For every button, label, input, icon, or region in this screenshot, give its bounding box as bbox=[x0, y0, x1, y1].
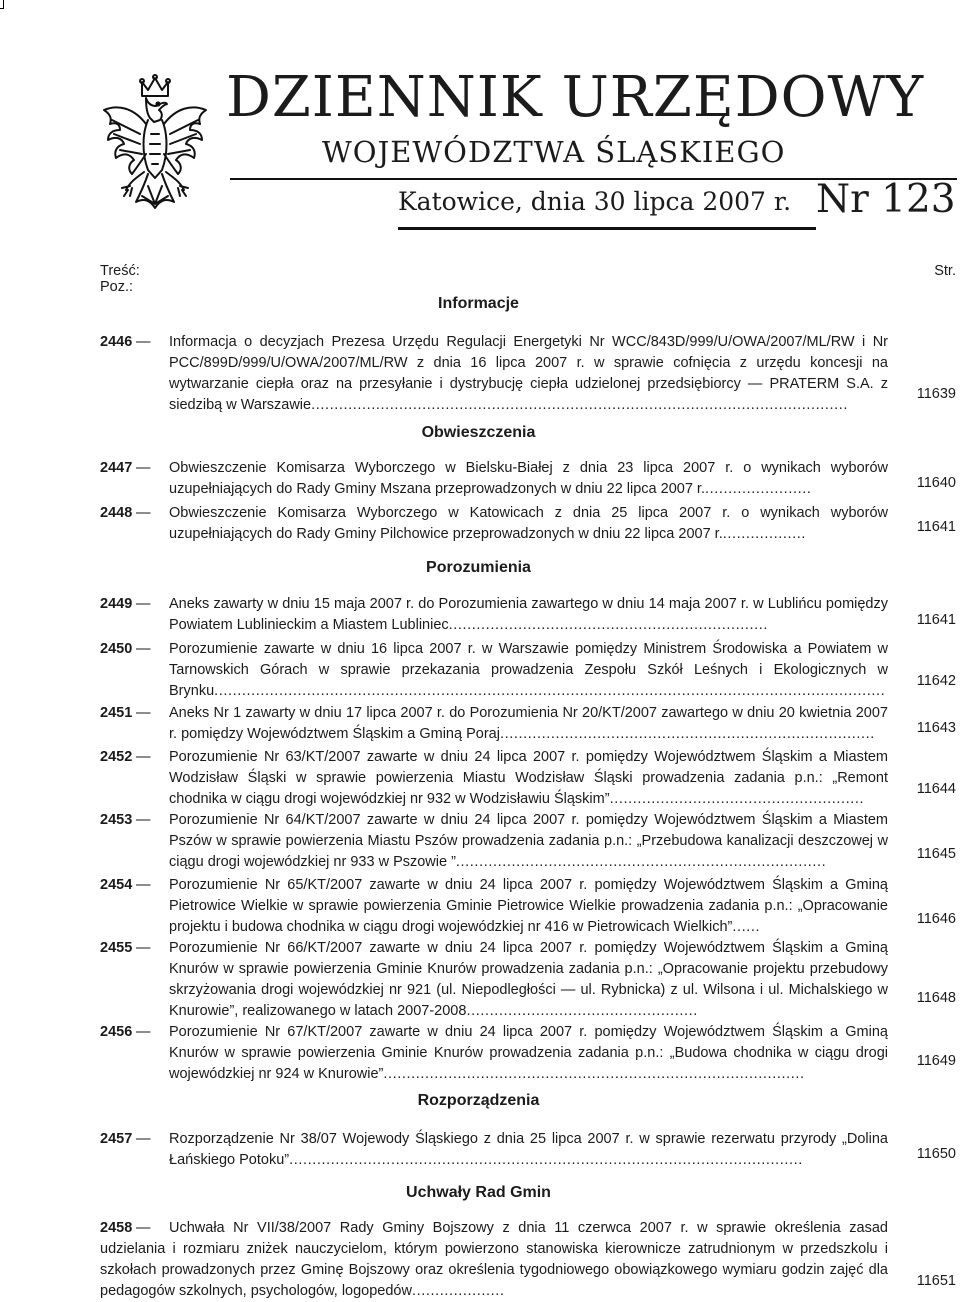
entry-number: 2452 bbox=[100, 749, 133, 765]
entry-number: 2457 bbox=[100, 1131, 133, 1147]
journal-title: DZIENNIK URZĘDOWY bbox=[226, 65, 925, 130]
section-heading: Rozporządzenia bbox=[417, 1092, 540, 1109]
entry-number: 2453 bbox=[100, 812, 133, 828]
entry-dash: — bbox=[136, 705, 151, 721]
entry-dash: — bbox=[136, 1220, 151, 1236]
entry-number: 2446 bbox=[100, 334, 133, 350]
section-heading: Uchwały Rad Gmin bbox=[406, 1184, 551, 1201]
entry-page: 11641 bbox=[916, 612, 956, 628]
entry-title: Porozumienie Nr 63/KT/2007 zawarte w dniu 24 lipca 2007 r. pomiędzy Województwem Śląskim a Miastem Wodzisław Śląski w sprawie powierzenia Miastu Wodzisław Śląski prowadzenia zadania p.n.: „Remont chodnika w ciągu drogi wojewódzkiej nr 932 w Wodzisławiu Śląskim”....................................................... bbox=[169, 749, 888, 807]
entry-title: Porozumienie Nr 65/KT/2007 zawarte w dniu 24 lipca 2007 r. pomiędzy Województwem Śląskim a Gminą Pietrowice Wielkie w sprawie powierzenia Gminie Pietrowice Wielkie prowadzenia zadania p.n.: „Opracowanie projektu i budowa chodnika w ciągu drogi wojewódzkiej nr 416 w Pietrowicach Wielkich”...... bbox=[169, 877, 888, 935]
entry-dash: — bbox=[136, 641, 151, 657]
page-label: Str. bbox=[934, 263, 956, 279]
entry-page: 11642 bbox=[916, 673, 956, 689]
entry-number: 2451 bbox=[100, 705, 133, 721]
entry-dash: — bbox=[136, 460, 151, 476]
entry-title: Porozumienie Nr 66/KT/2007 zawarte w dniu 24 lipca 2007 r. pomiędzy Województwem Śląskim a Gminą Knurów w sprawie powierzenia Gminie Knurów prowadzenia zadania p.n.: „Opracowanie projektu przebudowy skrzyżowania drogi wojewódzkiej nr 921 (ul. Niepodległości — ul. Rybnicka) z ul. Wilsona i ul. Michalskiego w Knurowie”, realizowanego w latach 2007-2008.................................................. bbox=[169, 940, 888, 1019]
entry-page: 11639 bbox=[916, 386, 956, 402]
entry-title: Porozumienie Nr 64/KT/2007 zawarte w dniu 24 lipca 2007 r. pomiędzy Województwem Śląskim a Miastem Pszów w sprawie powierzenia Miastu Pszów prowadzenia zadania p.n.: „Przebudowa kanalizacji deszczowej w ciągu drogi wojewódzkiej nr 933 w Pszowie ”................................................................................ bbox=[169, 812, 888, 870]
issue-number: Nr 123 bbox=[816, 177, 956, 222]
section-heading: Porozumienia bbox=[426, 559, 531, 576]
entry-page: 11645 bbox=[916, 846, 956, 862]
entry-number: 2454 bbox=[100, 877, 133, 893]
entry-number: 2449 bbox=[100, 596, 133, 612]
entry-page: 11650 bbox=[916, 1146, 956, 1162]
contents-label: Treść: bbox=[100, 263, 140, 279]
entry-dash: — bbox=[136, 940, 151, 956]
entry-page: 11646 bbox=[916, 911, 956, 927]
entry-page: 11648 bbox=[916, 990, 956, 1006]
entry-number: 2450 bbox=[100, 641, 133, 657]
entry-title: Aneks Nr 1 zawarty w dniu 17 lipca 2007 r. do Porozumienia Nr 20/KT/2007 zawartego w dniu 20 kwietnia 2007 r. pomiędzy Województwem Śląskim a Gminą Poraj................................................................................. bbox=[169, 705, 888, 742]
entry-title: Porozumienie Nr 67/KT/2007 zawarte w dniu 24 lipca 2007 r. pomiędzy Województwem Śląskim a Gminą Knurów w sprawie powierzenia Gminie Knurów prowadzenia zadania p.n.: „Budowa chodnika w ciągu drogi wojewódzkiej nr 924 w Knurowie”........................................................................................... bbox=[169, 1024, 888, 1082]
date-underline bbox=[398, 227, 816, 230]
entry-number: 2448 bbox=[100, 505, 133, 521]
entry-title: Aneks zawarty w dniu 15 maja 2007 r. do Porozumienia zawartego w dniu 14 maja 2007 r. w Lublińcu pomiędzy Powiatem Lublinieckim a Miastem Lubliniec..................................................................... bbox=[169, 596, 888, 633]
position-label: Poz.: bbox=[100, 279, 134, 295]
entry-number: 2458 bbox=[100, 1220, 133, 1236]
entry-number: 2447 bbox=[100, 460, 133, 476]
section-heading: Obwieszczenia bbox=[421, 424, 536, 441]
polish-eagle-emblem bbox=[96, 74, 214, 226]
entry-dash: — bbox=[136, 1131, 151, 1147]
entry-dash: — bbox=[136, 334, 151, 350]
entry-page: 11651 bbox=[916, 1273, 956, 1289]
section-heading: Informacje bbox=[438, 295, 519, 312]
entry-page: 11640 bbox=[916, 475, 956, 491]
entry-title: Rozporządzenie Nr 38/07 Wojewody Śląskiego z dnia 25 lipca 2007 r. w sprawie rezerwatu przyrody „Dolina Łańskiego Potoku”............................................................................................................... bbox=[169, 1131, 888, 1168]
entry-dash: — bbox=[136, 1024, 151, 1040]
entry-dash: — bbox=[136, 596, 151, 612]
entry-title: Obwieszczenie Komisarza Wyborczego w Bielsku-Białej z dnia 23 lipca 2007 r. o wynikach wyborów uzupełniających do Rady Gminy Mszana przeprowadzonych w dniu 22 lipca 2007 r........................ bbox=[169, 460, 888, 497]
crop-mark bbox=[0, 0, 4, 9]
entry-page: 11649 bbox=[916, 1053, 956, 1069]
entry-page: 11641 bbox=[916, 519, 956, 535]
entry-title: Uchwała Nr VII/38/2007 Rady Gminy Bojszowy z dnia 11 czerwca 2007 r. w sprawie określenia zasad udzielania i rozmiaru zniżek nauczycielom, którym powierzono stanowiska kierownicze zatrudnionym w przedszkolu i szkołach prowadzonych przez Gminę Bojszowy oraz określenia tygodniowego obowiązkowego wymiaru godzin zajęć dla pedagogów szkolnych, psychologów, logopedów.................... bbox=[100, 1220, 888, 1299]
entry-number: 2456 bbox=[100, 1024, 133, 1040]
entry-number: 2455 bbox=[100, 940, 133, 956]
entry-dash: — bbox=[136, 505, 151, 521]
entry-title: Informacja o decyzjach Prezesa Urzędu Regulacji Energetyki Nr WCC/843D/999/U/OWA/2007/ML/RW i Nr PCC/899D/999/U/OWA/2007/ML/RW z dnia 16 lipca 2007 r. w sprawie cofnięcia z urzędu koncesji na wytwarzanie ciepła oraz na przesyłanie i dystrybucję ciepła udzielonej przedsiębiorcy — PRATERM S.A. z siedzibą w Warszawie.................................................................................................................... bbox=[169, 334, 888, 413]
entry-dash: — bbox=[136, 877, 151, 893]
entry-dash: — bbox=[136, 749, 151, 765]
entry-page: 11643 bbox=[916, 720, 956, 736]
issue-date: Katowice, dnia 30 lipca 2007 r. bbox=[398, 187, 792, 216]
journal-subtitle: WOJEWÓDZTWA ŚLĄSKIEGO bbox=[322, 135, 786, 169]
entry-dash: — bbox=[136, 812, 151, 828]
entry-title: Porozumienie zawarte w dniu 16 lipca 2007 r. w Warszawie pomiędzy Ministrem Środowiska a Powiatem w Tarnowskich Górach w sprawie przekazania prowadzenia Zespołu Szkół Leśnych i Ekologicznych w Brynku................................................................................................................................................. bbox=[169, 641, 888, 699]
entry-page: 11644 bbox=[916, 781, 956, 797]
entry-title: Obwieszczenie Komisarza Wyborczego w Katowicach z dnia 25 lipca 2007 r. o wynikach wyborów uzupełniających do Rady Gminy Pilchowice przeprowadzonych w dniu 22 lipca 2007 r................... bbox=[169, 505, 888, 542]
